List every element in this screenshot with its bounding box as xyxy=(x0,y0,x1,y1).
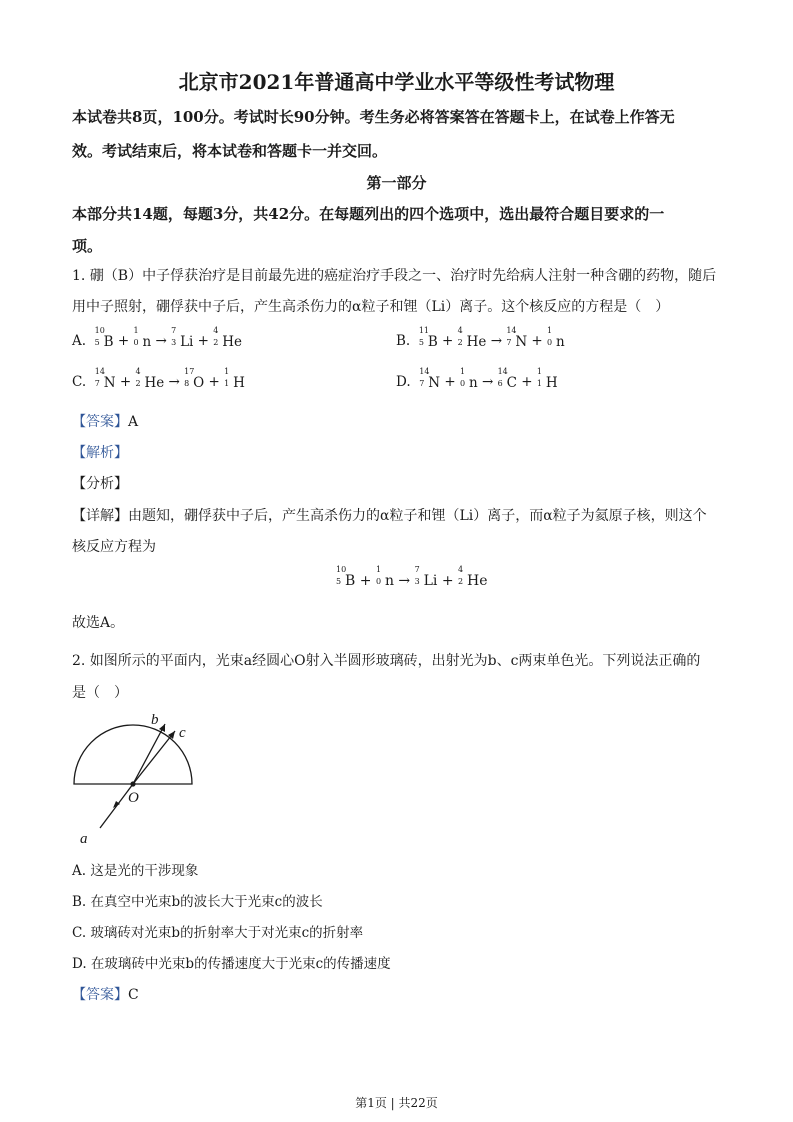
nuclide: 4 2 He xyxy=(135,366,165,391)
page-title: 北京市2021年普通高中学业水平等级性考试物理 xyxy=(178,70,615,94)
q1-detail-line-1 xyxy=(72,505,707,525)
q1-fenxi-tag: 【分析】 xyxy=(72,476,128,492)
q2-option-a: A. 这是光的干涉现象 xyxy=(72,863,199,879)
detail-tag: 【详解】 xyxy=(72,508,128,524)
label-c: c xyxy=(179,725,186,741)
nuclide: 7 3 Li xyxy=(414,565,438,589)
q1-option-a: A. 10 5 B + 1 0 n → 7 3 Li + 4 2 He xyxy=(72,325,243,350)
detail-text: 由题知，硼俘获中子后，产生高杀伤力的α粒子和锂（Li）离子，而α粒子为氦原子核，则这个 xyxy=(128,508,707,524)
label-a: a xyxy=(80,831,88,847)
semicircle-glass-brick xyxy=(74,725,192,784)
q1-answer xyxy=(72,411,138,431)
part-description-line-1: 本部分共14题，每题3分，共42分。在每题列出的四个选项中，选出最符合题目要求的一 xyxy=(72,205,665,223)
nuclide: 10 5 B xyxy=(336,565,356,589)
q1-option-c: C. 14 7 N + 4 2 He → 17 8 O + 1 1 H xyxy=(72,366,245,391)
nuclide: 10 5 B xyxy=(94,325,114,350)
nuclide: 14 7 N xyxy=(419,366,441,391)
option-label: C. xyxy=(72,374,87,390)
q2-option-d: D. 在玻璃砖中光束b的传播速度大于光束c的传播速度 xyxy=(72,956,391,972)
nuclide: 7 3 Li xyxy=(171,325,194,350)
q2-option-c: C. 玻璃砖对光束b的折射率大于对光束c的折射率 xyxy=(72,925,364,941)
q2-stem-line-1: 2. 如图所示的平面内，光束a经圆心O射入半圆形玻璃砖，出射光为b、c两束单色光。下列说法正确的 xyxy=(72,653,701,669)
q2-option-b: B. 在真空中光束b的波长大于光束c的波长 xyxy=(72,894,323,910)
answer-tag: 【答案】 xyxy=(72,987,128,1003)
instructions-line-1: 本试卷共8页，100分。考试时长90分钟。考生务必将答案答在答题卡上，在试卷上作答无 xyxy=(72,108,675,126)
answer-value: A xyxy=(128,414,139,430)
nuclide: 11 5 B xyxy=(418,325,438,350)
q1-stem-line-2: 用中子照射，硼俘获中子后，产生高杀伤力的α粒子和锂（Li）离子。这个核反应的方程是（ ） xyxy=(72,299,670,315)
instructions-line-2: 效。考试结束后，将本试卷和答题卡一并交回。 xyxy=(72,142,388,160)
q2-stem-line-2: 是（ ） xyxy=(72,685,128,701)
q1-detail-line-2: 核反应方程为 xyxy=(72,539,156,555)
option-label: B. xyxy=(396,333,411,349)
nuclide: 14 7 N xyxy=(506,325,528,350)
label-b: b xyxy=(151,712,159,728)
option-label: A. xyxy=(72,333,87,349)
nuclide: 1 0 n xyxy=(547,325,565,350)
q1-conclusion: 故选A。 xyxy=(72,615,125,631)
nuclide: 4 2 He xyxy=(457,325,487,350)
outgoing-ray-b xyxy=(133,724,165,784)
nuclide: 4 2 He xyxy=(458,565,488,589)
outgoing-ray-c xyxy=(133,731,175,784)
nuclide: 4 2 He xyxy=(213,325,243,350)
answer-value: C xyxy=(128,987,139,1003)
q1-analysis-tag: 【解析】 xyxy=(72,445,128,461)
nuclide: 1 0 n xyxy=(375,565,394,589)
part-title: 第一部分 xyxy=(366,174,427,192)
part-description-line-2: 项。 xyxy=(72,237,103,255)
answer-tag: 【答案】 xyxy=(72,414,128,430)
q1-reaction-equation: 10 5 B + 1 0 n → 7 3 Li + 4 2 He xyxy=(336,565,488,589)
nuclide: 14 7 N xyxy=(94,366,116,391)
nuclide: 17 8 O xyxy=(184,366,205,391)
q1-stem-line-1: 1. 硼（B）中子俘获治疗是目前最先进的癌症治疗手段之一、治疗时先给病人注射一种含硼的药物，随后 xyxy=(72,268,717,284)
q2-semicircle-diagram xyxy=(62,708,212,848)
nuclide: 1 0 n xyxy=(459,366,478,391)
q1-option-d: D. 14 7 N + 1 0 n → 14 6 C + 1 1 H xyxy=(396,366,558,391)
label-o: O xyxy=(128,790,139,806)
nuclide: 1 0 n xyxy=(133,325,152,350)
q2-answer xyxy=(72,984,139,1004)
q1-option-b: B. 11 5 B + 4 2 He → 14 7 N + 1 0 n xyxy=(396,325,565,350)
nuclide: 14 6 C xyxy=(497,366,517,391)
nuclide: 1 1 H xyxy=(224,366,245,391)
option-label: D. xyxy=(396,374,411,390)
page-footer: 第1页 | 共22页 xyxy=(355,1096,438,1110)
nuclide: 1 1 H xyxy=(536,366,558,391)
